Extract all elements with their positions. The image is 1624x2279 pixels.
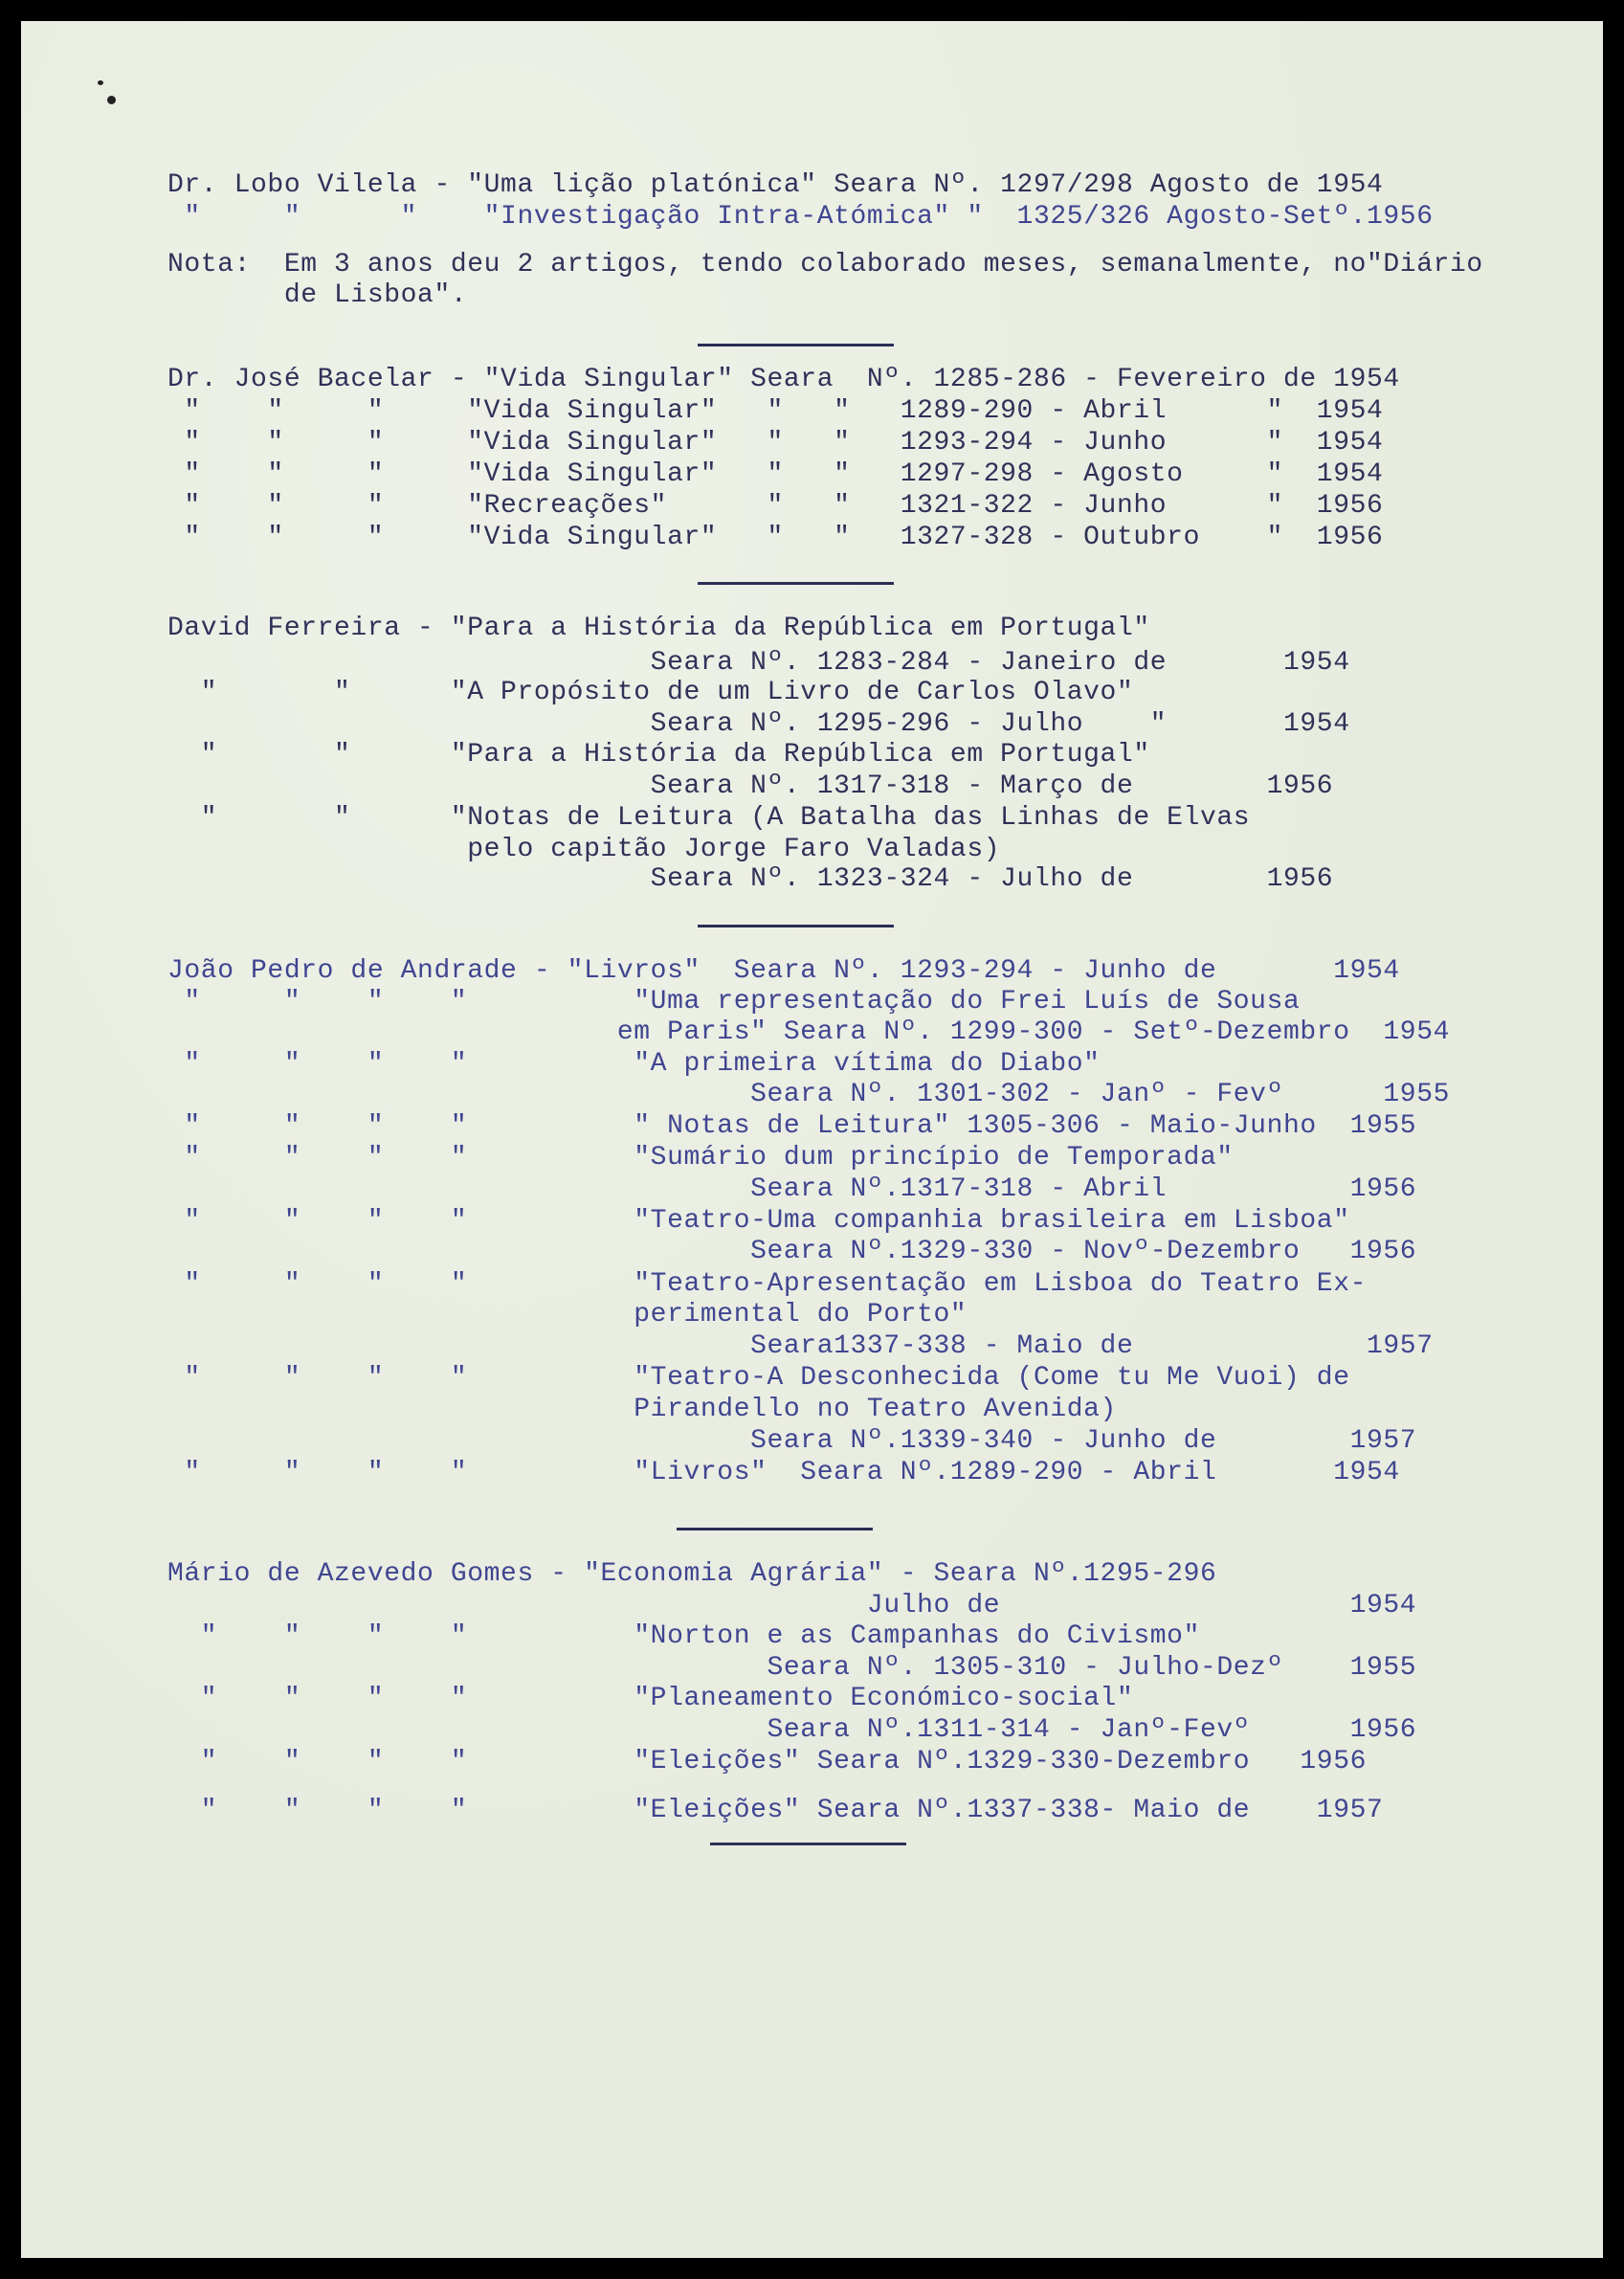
entry-line: Seara Nº. 1295-296 - Julho " 1954 (167, 709, 1350, 739)
entry-line: " " " " "Teatro-Apresentação em Lisboa do Teatro Ex- (167, 1269, 1367, 1299)
entry-line: " " " "Vida Singular" " " 1297-298 - Agosto " 1954 (167, 459, 1384, 489)
entry-line: Dr. José Bacelar - "Vida Singular" Seara Nº. 1285-286 - Fevereiro de 1954 (167, 365, 1400, 394)
entry-line: Mário de Azevedo Gomes - "Economia Agrária" - Seara Nº.1295-296 (167, 1559, 1217, 1589)
entry-line: Seara Nº. 1301-302 - Janº - Fevº 1955 (167, 1080, 1451, 1109)
entry-line: " " "Para a História da República em Portugal" (167, 740, 1150, 770)
entry-line: Seara1337-338 - Maio de 1957 (167, 1331, 1434, 1361)
ink-speck (98, 80, 103, 85)
entry-line: Seara Nº.1329-330 - Novº-Dezembro 1956 (167, 1237, 1417, 1266)
entry-line: " " " " "Uma representação do Frei Luís de Sousa (167, 987, 1301, 1017)
entry-line: " " " " "Teatro-A Desconhecida (Come tu Me Vuoi) de (167, 1363, 1350, 1393)
section-divider (698, 344, 894, 346)
entry-line: " " "Notas de Leitura (A Batalha das Linhas de Elvas (167, 803, 1251, 833)
entry-line: perimental do Porto" (167, 1300, 968, 1329)
entry-line: Seara Nº. 1305-310 - Julho-Dezº 1955 (167, 1653, 1417, 1683)
entry-line: " " " " "A primeira vítima do Diabo" (167, 1049, 1101, 1079)
section-divider (710, 1843, 906, 1845)
entry-line: " " " "Investigação Intra-Atómica" " 1325/326 Agosto-Setº.1956 (167, 202, 1434, 232)
entry-line: " " " "Vida Singular" " " 1327-328 - Outubro " 1956 (167, 523, 1384, 552)
entry-line: Julho de 1954 (167, 1591, 1417, 1620)
entry-line: " " "A Propósito de um Livro de Carlos Olavo" (167, 678, 1134, 707)
ink-speck (107, 96, 116, 104)
entry-line: " " " " "Sumário dum princípio de Temporada" (167, 1143, 1234, 1173)
note-line: de Lisboa". (167, 280, 468, 310)
entry-line: " " " "Vida Singular" " " 1293-294 - Junho " 1954 (167, 428, 1384, 458)
entry-line: " " " " "Eleições" Seara Nº.1337-338- Maio de 1957 (167, 1796, 1384, 1825)
document-page (21, 21, 1603, 2258)
entry-line: Dr. Lobo Vilela - "Uma lição platónica" Seara Nº. 1297/298 Agosto de 1954 (167, 170, 1384, 200)
entry-line: Seara Nº. 1323-324 - Julho de 1956 (167, 864, 1334, 894)
entry-line: Seara Nº.1317-318 - Abril 1956 (167, 1174, 1417, 1204)
entry-line: David Ferreira - "Para a História da República em Portugal" (167, 614, 1150, 643)
section-divider (698, 582, 894, 585)
entry-line: Seara Nº. 1317-318 - Março de 1956 (167, 771, 1334, 801)
entry-line: " " " "Recreações" " " 1321-322 - Junho " 1956 (167, 491, 1384, 521)
entry-line: João Pedro de Andrade - "Livros" Seara Nº. 1293-294 - Junho de 1954 (167, 956, 1400, 986)
entry-line: " " " " "Livros" Seara Nº.1289-290 - Abril 1954 (167, 1458, 1400, 1487)
entry-line: " " " " "Teatro-Uma companhia brasileira em Lisboa" (167, 1206, 1350, 1236)
note-line: Nota: Em 3 anos deu 2 artigos, tendo colaborado meses, semanalmente, no"Diário (167, 250, 1483, 279)
entry-line: Seara Nº.1339-340 - Junho de 1957 (167, 1426, 1417, 1456)
entry-line: Pirandello no Teatro Avenida) (167, 1395, 1117, 1424)
entry-line: em Paris" Seara Nº. 1299-300 - Setº-Dezembro 1954 (167, 1017, 1451, 1047)
entry-line: " " " " "Norton e as Campanhas do Civismo" (167, 1621, 1200, 1651)
entry-line: Seara Nº. 1283-284 - Janeiro de 1954 (167, 648, 1350, 678)
entry-line: Seara Nº.1311-314 - Janº-Fevº 1956 (167, 1715, 1417, 1745)
entry-line: " " " "Vida Singular" " " 1289-290 - Abril " 1954 (167, 396, 1384, 426)
section-divider (677, 1528, 873, 1531)
entry-line: " " " " "Planeamento Económico-social" (167, 1684, 1134, 1713)
entry-line: " " " " " Notas de Leitura" 1305-306 - Maio-Junho 1955 (167, 1111, 1417, 1141)
section-divider (698, 925, 894, 927)
entry-line: pelo capitão Jorge Faro Valadas) (167, 835, 1001, 864)
entry-line: " " " " "Eleições" Seara Nº.1329-330-Dezembro 1956 (167, 1747, 1367, 1776)
